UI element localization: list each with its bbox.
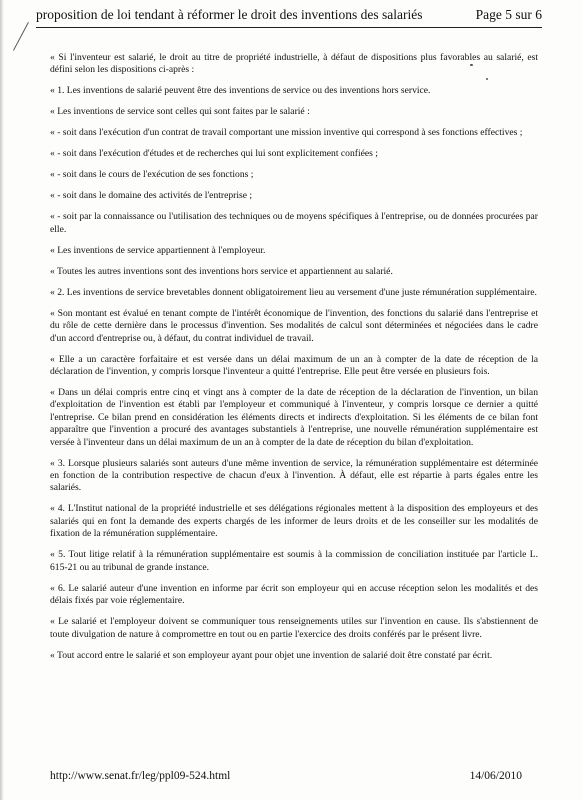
paragraph-non-service: « Toutes les autres inventions sont des inventions hors service et appartiennent au salarié.: [50, 265, 393, 277]
paragraph-2: « 2. Les inventions de service brevetables donnent obligatoirement lieu au versement d'une juste rémunération supplémentaire.: [50, 286, 537, 298]
paragraph-amount: « Son montant est évalué en tenant compte de l'intérêt économique de l'invention, des fonctions du salarié dans l'entreprise et du rôle de cette dernière dans le processus d'invention. Ses modalités de calcul sont déterminées et négociées dans le cadre d'un accord d'entreprise ou, à défaut, du contrat individuel de travail.: [50, 307, 538, 344]
paragraph-5: « 5. Tout litige relatif à la rémunération supplémentaire est soumis à la commission de conciliation instituée par l'article L. 615-21 ou au tribunal de grande instance.: [50, 549, 538, 573]
scan-speck: [486, 78, 488, 80]
paragraph-flat-rate: « Elle a un caractère forfaitaire et est versée dans un délai maximum de un an à compter de la date de réception de la déclaration de l'invention, y compris lorsque l'inventeur a quitté l'entreprise. Elle peut être versée en plusieurs fois.: [50, 353, 538, 378]
page-header: [36, 6, 542, 24]
paragraph-bullet-studies: « - soit dans l'exécution d'études et de recherches qui lui sont explicitement confiées ;: [50, 148, 378, 160]
paragraph-6: « 6. Le salarié auteur d'une invention en informe par écrit son employeur qui en accuse réception selon les modalités et des délais fixés par voie réglementaire.: [50, 582, 538, 607]
scan-speck: [470, 64, 473, 66]
paragraph-3: « 3. Lorsque plusieurs salariés sont auteurs d'une même invention de service, la rémunération supplémentaire est déterminée en fonction de la contribution respective de chacun d'eux à l'invention. À défaut, elle est répartie à parts égales entre les salariés.: [50, 457, 538, 494]
paragraph-service-definition: « Les inventions de service sont celles qui sont faites par le salarié :: [50, 106, 310, 118]
paragraph-assessment: « Dans un délai compris entre cinq et vingt ans à compter de la date de réception de la déclaration de l'invention, un bilan d'exploitation de l'invention est établi par l'employeur et communiqué à l'inventeur, y compris lorsque ce dernier a quitté l'entreprise. Ce bilan prend en considération les éléments directs et indirects d'exploitation. Si les éléments de ce bilan font apparaître que l'invention a procuré des avantages substantiels à l'entreprise, une nouvelle rémunération supplémentaire est versée à l'inventeur dans un délai maximum de un an à compter de la date de réception du bilan d'exploitation.: [50, 387, 538, 448]
paragraph-bullet-domain: « - soit dans le domaine des activités de l'entreprise ;: [50, 190, 253, 202]
header-divider: [36, 27, 542, 28]
document-title: proposition de loi tendant à réformer le droit des inventions des salariés: [36, 7, 423, 22]
paragraph-bullet-functions: « - soit dans le cours de l'exécution de ses fonctions ;: [50, 169, 254, 181]
paragraph-bullet-techniques: « - soit par la connaissance ou l'utilisation des techniques ou de moyens spécifiques à l'entreprise, ou de données procurées par elle.: [50, 211, 538, 235]
print-date: 14/06/2010: [469, 770, 522, 782]
paragraph-bullet-contract: « - soit dans l'exécution d'un contrat de travail comportant une mission inventive qui correspond à ses fonctions effectives ;: [50, 127, 523, 139]
paragraph-information-exchange: « Le salarié et l'employeur doivent se communiquer tous renseignements utiles sur l'invention en cause. Ils s'abstiennent de toute divulgation de nature à compromettre en tout ou en partie l'exercice des droits conférés par le présent livre.: [50, 616, 538, 640]
page-number: Page 5 sur 6: [475, 7, 542, 22]
paragraph-4: « 4. L'Institut national de la propriété industrielle et ses délégations régionales mettent à la disposition des employeurs et des salariés qui en font la demande des experts chargés de les informer de leurs droits et de les conseiller sur les modalités de fixation de la rémunération supplémentaire.: [50, 503, 538, 540]
paragraph-intro: « Si l'inventeur est salarié, le droit au titre de propriété industrielle, à défaut de dispositions plus favorables au salarié, est défini selon les dispositions ci-après :: [50, 52, 538, 76]
paragraph-1: « 1. Les inventions de salarié peuvent être des inventions de service ou des inventions hors service.: [50, 85, 431, 97]
paragraph-written-agreement: « Tout accord entre le salarié et son employeur ayant pour objet une invention de salarié doit être constaté par écrit.: [50, 649, 493, 661]
source-url: http://www.senat.fr/leg/ppl09-524.html: [50, 770, 231, 782]
paragraph-service-ownership: « Les inventions de service appartiennent à l'employeur.: [50, 244, 266, 256]
page-footer: [50, 768, 522, 784]
scan-edge-shadow: [0, 0, 4, 800]
document-body: [50, 52, 538, 671]
